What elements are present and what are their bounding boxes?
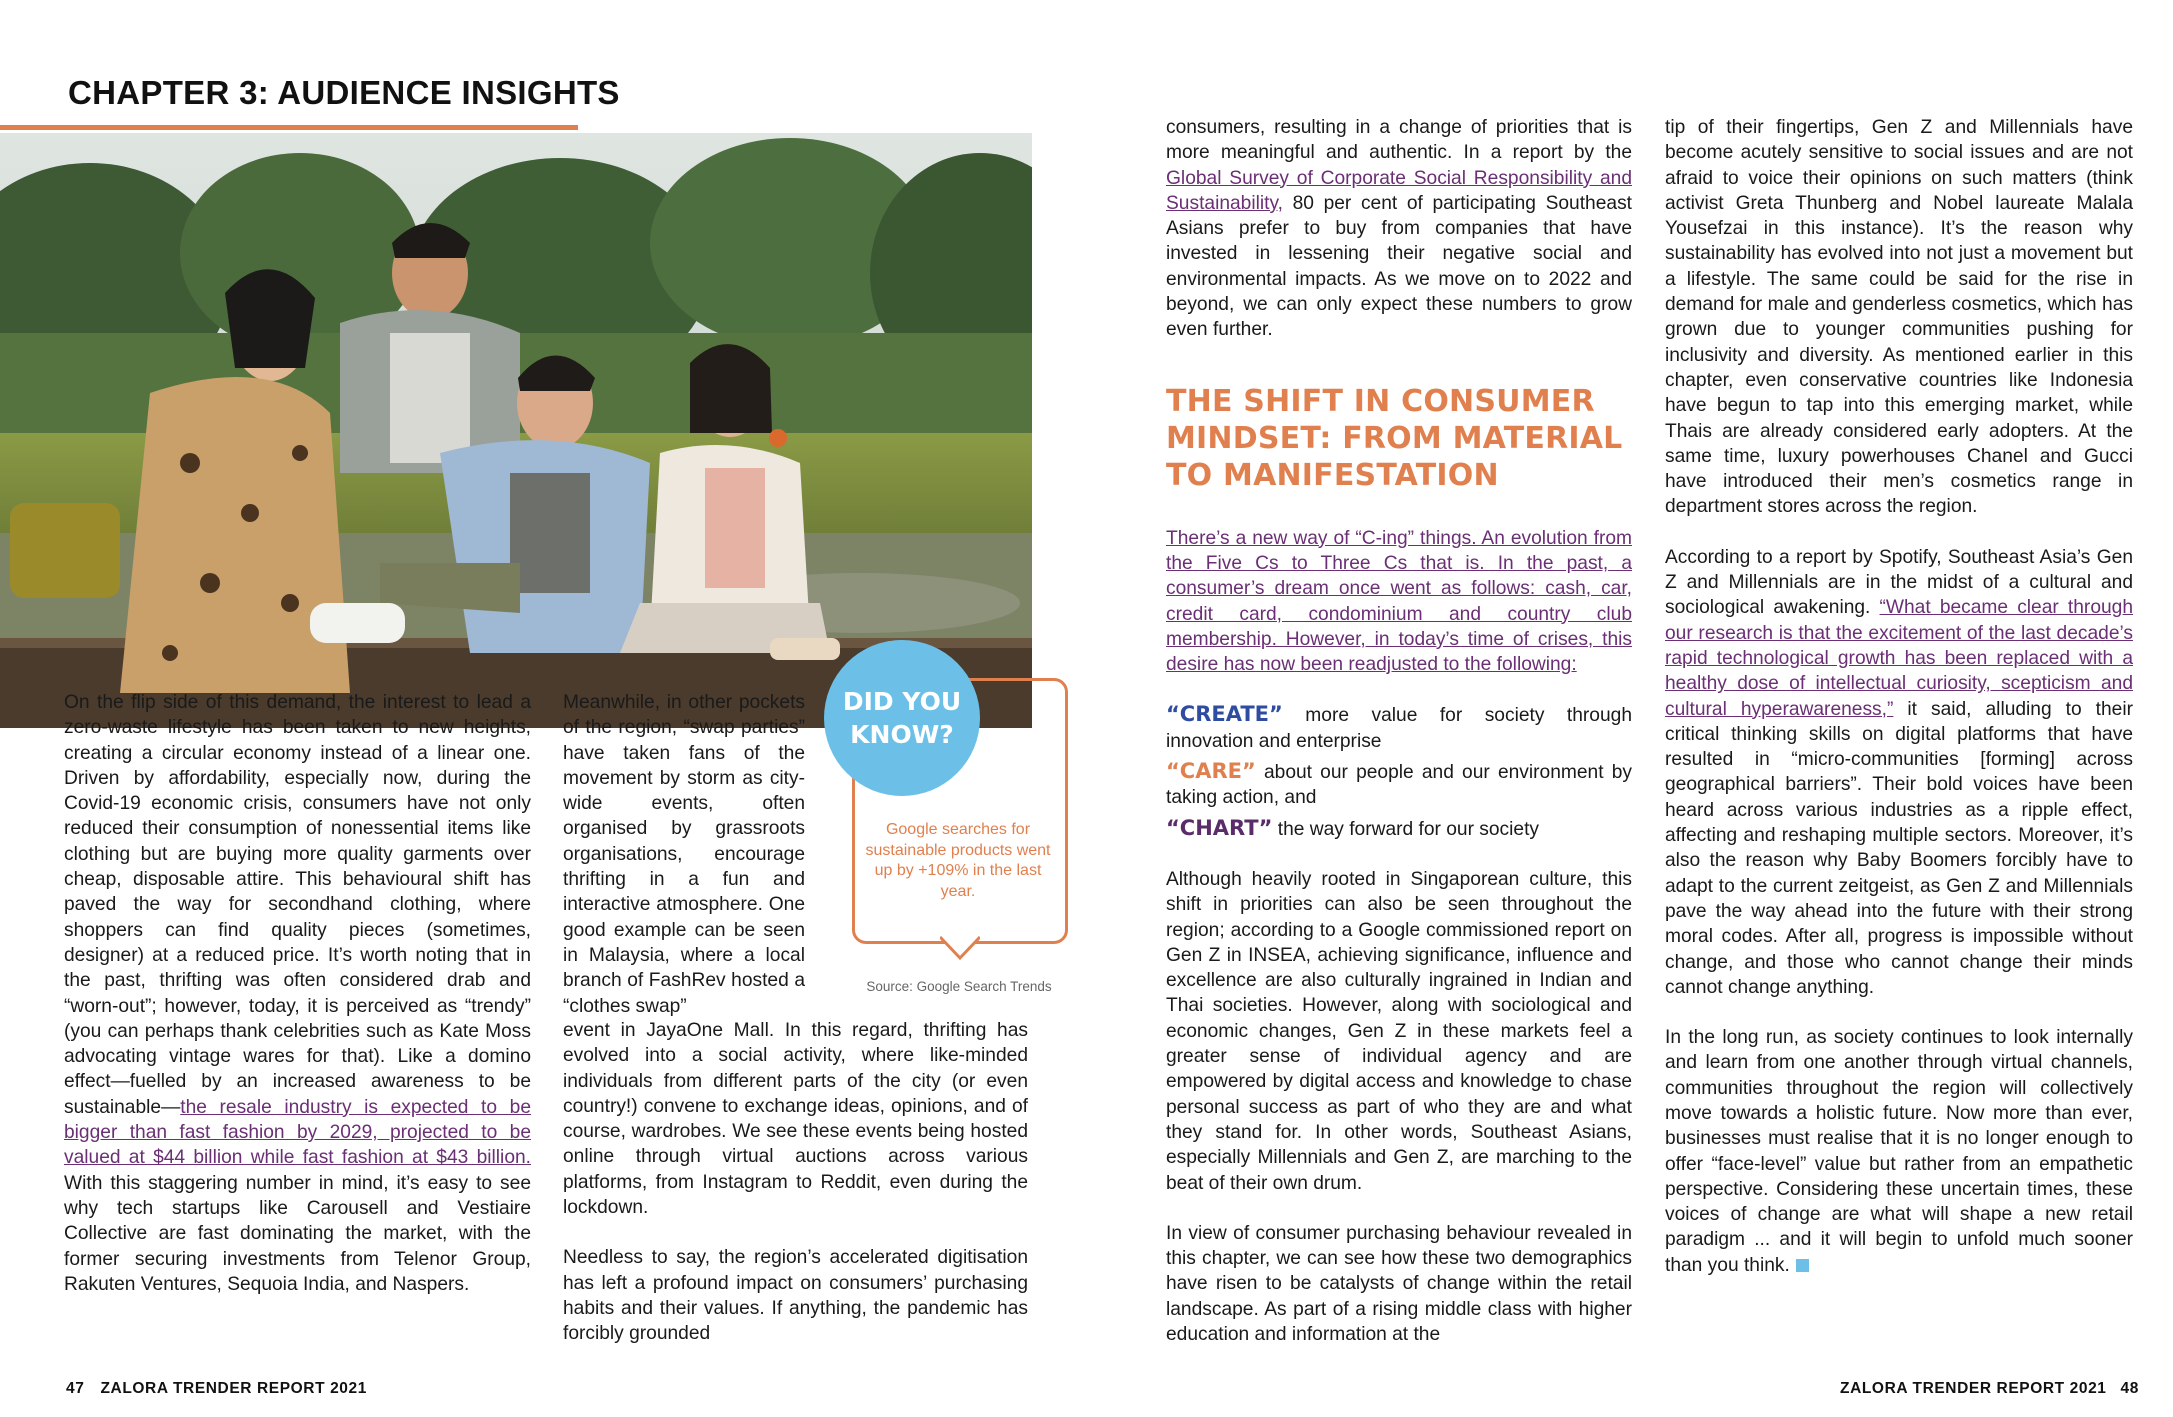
column-4: [1665, 115, 2133, 1278]
spotify-quote-link[interactable]: “What became clear through our research is that the excitement of the last decade’s rapid technological growth has been replaced with a healthy dose of intellectual curiosity, scepticism and cultural hyperawareness,”: [1665, 597, 2133, 720]
footer-label-right: ZALORA TRENDER REPORT 2021: [1840, 1380, 2107, 1397]
column-2-paragraph: Needless to say, the region’s accelerated digitisation has left a profound impact on consumers’ purchasing habits and their values. If anything, the pandemic has forcibly grounded: [563, 1247, 1028, 1345]
column-2-top: [563, 690, 805, 1019]
column-2-paragraph-top: Meanwhile, in other pockets of the region, “swap parties” have taken fans of the movement by storm as city-wide events, often organised by grassroots organisations, encourage thrifting in a fun and interactive atmosphere. One good example can be seen in Malaysia, where a local branch of FashRev hosted a “clothes swap”: [563, 692, 805, 1017]
create-keyword: “CREATE”: [1166, 702, 1283, 727]
column-3: [1166, 115, 1632, 1347]
column-2-bottom: [563, 1018, 1028, 1347]
column-1-paragraph: On the flip side of this demand, the interest to lead a zero-waste lifestyle has been taken to new heights, creating a circular economy instead of a linear one. Driven by affordability, especially now, during the Covid-19 economic crisis, consumers have not only reduced their consumption of nonessential items like clothing but are buying more quality garments over cheap, disposable attire. This behavioural shift has paved the way for secondhand clothing, where shoppers can find quality pieces (sometimes, designer) at a reduced price. It’s worth noting that in the past, thrifting was often considered drab and “worn-out”; however, today, it is perceived as “trendy” (you can perhaps thank celebrities such as Kate Moss advocating vintage wares for that). Like a domino effect—fuelled by an increased awareness to be sustainable—the resale industry is expected to be bigger than fast fashion by 2029, projected to be valued at $44 billion while fast fashion at $43 billion. With this staggering number in mind, it’s easy to see why tech startups like Carousell and Vestiaire Collective are fast dominating the market, with the former securing investments from Telenor Group, Rakuten Ventures, Sequoia India, and Naspers.: [64, 692, 531, 1295]
column-3-paragraph: In view of consumer purchasing behaviour revealed in this chapter, we can see how these two demographics have risen to be catalysts of change within the retail landscape. As part of a rising middle class with higher education and information at the: [1166, 1222, 1632, 1345]
page-number-left: 47: [66, 1380, 85, 1397]
photo-illustration: [0, 133, 1032, 728]
section-heading: THE SHIFT IN CONSUMER MINDSET: FROM MATERIAL TO MANIFESTATION: [1166, 383, 1623, 493]
column-4-paragraph: According to a report by Spotify, Southeast Asia’s Gen Z and Millennials are in the midst of a cultural and sociological awakening. “What became clear through our research is that the excitement of the last decade’s rapid technological growth has been replaced with a healthy dose of intellectual curiosity, scepticism and cultural hyperawareness,” it said, alluding to their critical thinking skills on digital platforms that have resulted in “micro-communities [forming] across geographical barriers”. Their bold voices have been heard across various industries as a ripple effect, affecting and reshaping multiple sectors. Moreover, it’s also the reason why Baby Boomers forcibly have to adapt to the current zeitgeist, as Gen Z and Millennials pave the way ahead into the future with their strong moral codes. After all, progress is impossible without change, and those who cannot change their minds cannot change anything.: [1665, 546, 2133, 998]
callout-pointer: [940, 936, 980, 962]
care-item: “CARE” about our people and our environment by taking action, and: [1166, 759, 1632, 809]
hero-photo: [0, 133, 1032, 728]
three-cs-intro-link[interactable]: There’s a new way of “C-ing” things. An evolution from the Five Cs to Three Cs that is. In the past, a consumer’s dream once went as follows: cash, car, credit card, condominium and country club membership. However, in today’s time of crises, this desire has now been readjusted to the following:: [1166, 527, 1632, 676]
badge-title-line2: KNOW?: [850, 720, 954, 749]
column-3-paragraph: consumers, resulting in a change of priorities that is more meaningful and authentic. In a report by the Global Survey of Corporate Social Responsibility and Sustainability, 80 per cent of participating Southeast Asians prefer to buy from companies that have invested in lessening their negative social and environmental impacts. As we move on to 2022 and beyond, we can only expect these numbers to grow even further.: [1166, 117, 1632, 341]
chapter-title: CHAPTER 3: AUDIENCE INSIGHTS: [68, 74, 620, 111]
three-cs-list: [1166, 702, 1632, 841]
badge-title-line1: DID YOU: [842, 687, 962, 716]
end-mark-icon: [1796, 1259, 1809, 1272]
footer-right: [1840, 1380, 2139, 1398]
chart-item: “CHART” the way forward for our society: [1166, 815, 1540, 840]
did-you-know-badge: [824, 640, 980, 796]
column-4-paragraph: In the long run, as society continues to look internally and learn from one another through virtual channels, communities throughout the region will collectively move towards a holistic future. Now more than ever, businesses must realise that it is no longer enough to offer “face-level” value but rather from an empathetic perspective. Considering these uncertain times, these voices of change are what will shape a new retail paradigm ... and it will begin to unfold much sooner than you think.: [1665, 1027, 2133, 1276]
column-1: [64, 690, 531, 1297]
create-item: “CREATE” more value for society through innovation and enterprise: [1166, 702, 1632, 752]
page-number-right: 48: [2120, 1380, 2139, 1397]
resale-industry-link[interactable]: the resale industry is expected to be bigger than fast fashion by 2029, projected to be valued at $44 billion while fast fashion at $43 billion.: [64, 1096, 531, 1169]
column-4-paragraph: tip of their fingertips, Gen Z and Millennials have become acutely sensitive to social issues and are not afraid to voice their opinions on such matters (think activist Greta Thunberg and Nobel laureate Malala Yousefzai in this instance). It’s the reason why sustainability has evolved into not just a movement but a lifestyle. The same could be said for the rise in demand for male and genderless cosmetics, which has grown due to younger communities pushing for inclusivity and diversity. As mentioned earlier in this chapter, even conservative countries like Indonesia have begun to tap into this emerging market, while Thais are already considered early adopters. At the same time, luxury powerhouses Chanel and Gucci have introduced their men’s cosmetics range in department stores across the region.: [1665, 117, 2133, 518]
footer-left: [66, 1380, 367, 1398]
chart-keyword: “CHART”: [1166, 815, 1273, 840]
column-2-paragraph-continued: event in JayaOne Mall. In this regard, thrifting has evolved into a social activity, where like-minded individuals from different parts of the city (or even country!) convene to exchange ideas, opinions, and of course, wardrobes. We see these events being hosted online through virtual auctions across various platforms, from Instagram to Reddit, even during the lockdown.: [563, 1020, 1028, 1219]
care-keyword: “CARE”: [1166, 759, 1256, 784]
callout-fact: Google searches for sustainable products went up by +109% in the last year.: [865, 821, 1051, 900]
footer-label-left: ZALORA TRENDER REPORT 2021: [100, 1380, 367, 1397]
column-3-paragraph: Although heavily rooted in Singaporean culture, this shift in priorities can also be seen throughout the region; according to a Google commissioned report on Gen Z in INSEA, achieving significance, influence and excellence are also culturally ingrained in Indian and Thai societies. However, along with sociological and economic changes, Gen Z in these markets feel a greater sense of individual agency and are empowered by digital access and knowledge to chase personal success as part of who they are and what they stand for. In other words, Southeast Asians, especially Millennials and Gen Z, are marching to the beat of their own drum.: [1166, 868, 1632, 1194]
callout-source: Source: Google Search Trends: [866, 979, 1052, 994]
title-underline: [0, 125, 578, 130]
csr-survey-link[interactable]: Global Survey of Corporate Social Responsibility and Sustainability,: [1166, 167, 1632, 214]
